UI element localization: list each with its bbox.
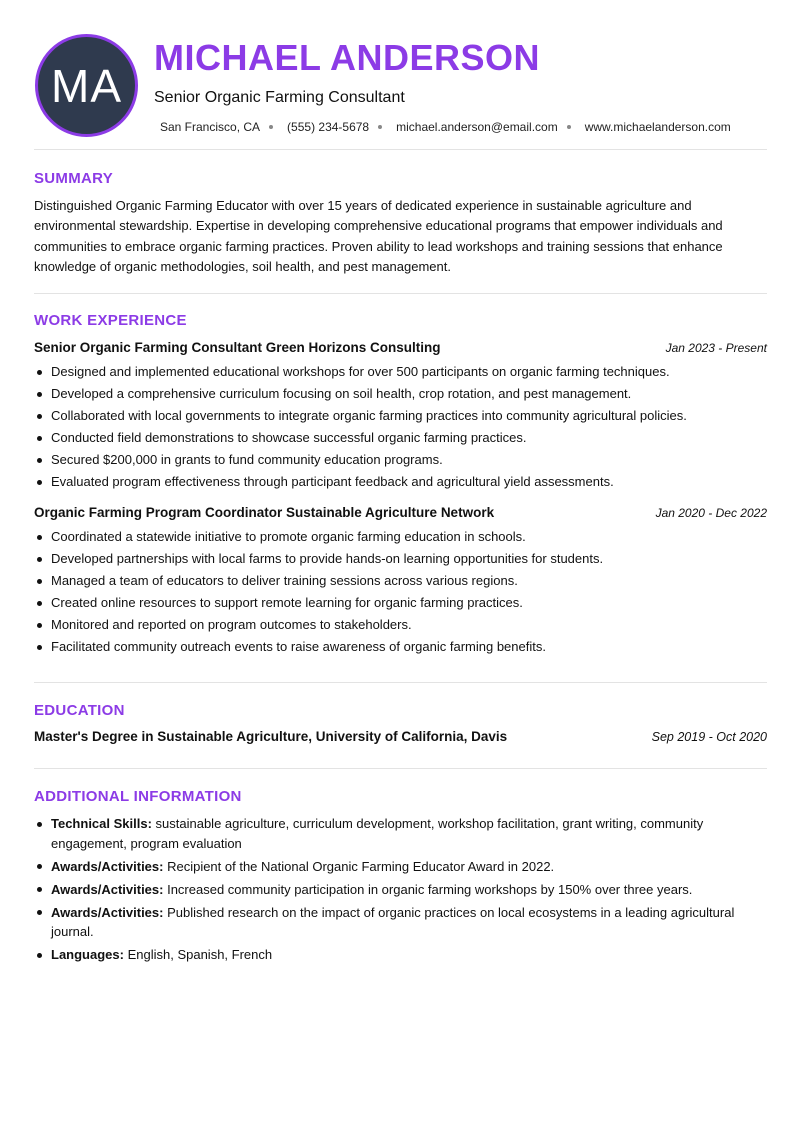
education-degree: Master's Degree in Sustainable Agriculture, University of California, Davis: [34, 729, 508, 745]
summary-text: Distinguished Organic Farming Educator with over 15 years of dedicated experience in sustainable agriculture and environmental stewardship. Expertise in developing comprehensive educational programs that empower individuals and communities to embrace organic farming practices. Proven ability to lead workshops and training sessions that enhance knowledge of organic methodologies, soil health, and pest management.: [34, 198, 723, 274]
job-bullet: Evaluated program effectiveness through participant feedback and agricultural yield assessments.: [34, 471, 767, 493]
contact-phone: (555) 234-5678: [287, 120, 370, 134]
contact-location: San Francisco, CA: [160, 120, 261, 134]
work-experience-section: [34, 294, 767, 683]
separator-dot: [378, 125, 382, 129]
additional-info-heading: ADDITIONAL INFORMATION: [34, 788, 242, 806]
job-date: Jan 2020 - Dec 2022: [655, 506, 767, 521]
education-date: Sep 2019 - Oct 2020: [651, 730, 767, 745]
job-date: Jan 2023 - Present: [665, 341, 767, 356]
contact-website[interactable]: www.michaelanderson.com: [584, 120, 731, 134]
job-bullet: Developed partnerships with local farms to provide hands-on learning opportunities for students.: [34, 548, 767, 570]
info-text: Recipient of the National Organic Farming Educator Award in 2022.: [163, 858, 555, 874]
info-label: Awards/Activities:: [51, 904, 164, 920]
job-bullet: Managed a team of educators to deliver training sessions across various regions.: [34, 570, 767, 592]
info-text: English, Spanish, French: [123, 947, 273, 963]
info-item: [34, 814, 767, 853]
job-bullets: [34, 526, 767, 658]
work-experience-heading: WORK EXPERIENCE: [34, 312, 187, 330]
education-entry: [34, 729, 767, 744]
separator-dot: [567, 125, 571, 129]
info-item: [34, 880, 767, 900]
info-text: Increased community participation in organic farming workshops by 150% over three years.: [163, 881, 693, 897]
summary-section: [34, 150, 767, 294]
additional-info-section: [34, 769, 767, 965]
job-heading: Organic Farming Program Coordinator Sustainable Agriculture Network: [34, 505, 495, 521]
job-entry: [34, 505, 767, 658]
job-bullet: Secured $200,000 in grants to fund community education programs.: [34, 449, 767, 471]
job-bullets: [34, 361, 767, 493]
additional-info-list: [34, 814, 767, 965]
job-heading: Senior Organic Farming Consultant Green Horizons Consulting: [34, 340, 441, 356]
job-bullet: Conducted field demonstrations to showcase successful organic farming practices.: [34, 427, 767, 449]
separator-dot: [269, 125, 273, 129]
info-label: Awards/Activities:: [51, 858, 164, 874]
job-bullet: Collaborated with local governments to integrate organic farming practices into community agricultural policies.: [34, 405, 767, 427]
education-section: [34, 683, 767, 769]
job-bullet: Designed and implemented educational workshops for over 500 participants on organic farming techniques.: [34, 361, 767, 383]
job-bullet: Coordinated a statewide initiative to promote organic farming education in schools.: [34, 526, 767, 548]
summary-heading: SUMMARY: [34, 170, 114, 187]
contact-email[interactable]: michael.anderson@email.com: [396, 120, 558, 134]
info-label: Languages:: [51, 947, 124, 963]
info-item: [34, 945, 767, 965]
candidate-title: Senior Organic Farming Consultant: [154, 89, 405, 106]
resume-header: [34, 0, 767, 150]
contact-info: [160, 120, 731, 134]
info-label: Awards/Activities:: [51, 881, 164, 897]
job-bullet: Developed a comprehensive curriculum focusing on soil health, crop rotation, and pest management.: [34, 383, 767, 405]
avatar-initials: MA: [51, 59, 122, 112]
job-bullet: Monitored and reported on program outcomes to stakeholders.: [34, 614, 767, 636]
info-label: Technical Skills:: [51, 816, 152, 832]
info-item: [34, 903, 767, 942]
job-entry: [34, 340, 767, 493]
info-text: sustainable agriculture, curriculum development, workshop facilitation, grant writing, community engagement, program evaluation: [51, 816, 704, 851]
job-bullet: Created online resources to support remote learning for organic farming practices.: [34, 592, 767, 614]
education-heading: EDUCATION: [34, 702, 125, 720]
candidate-name: MICHAEL ANDERSON: [154, 37, 541, 78]
job-bullet: Facilitated community outreach events to raise awareness of organic farming benefits.: [34, 636, 767, 658]
info-item: [34, 857, 767, 877]
info-text: Published research on the impact of organic practices on local ecosystems in a leading agricultural journal.: [51, 904, 735, 940]
avatar: [35, 34, 138, 137]
